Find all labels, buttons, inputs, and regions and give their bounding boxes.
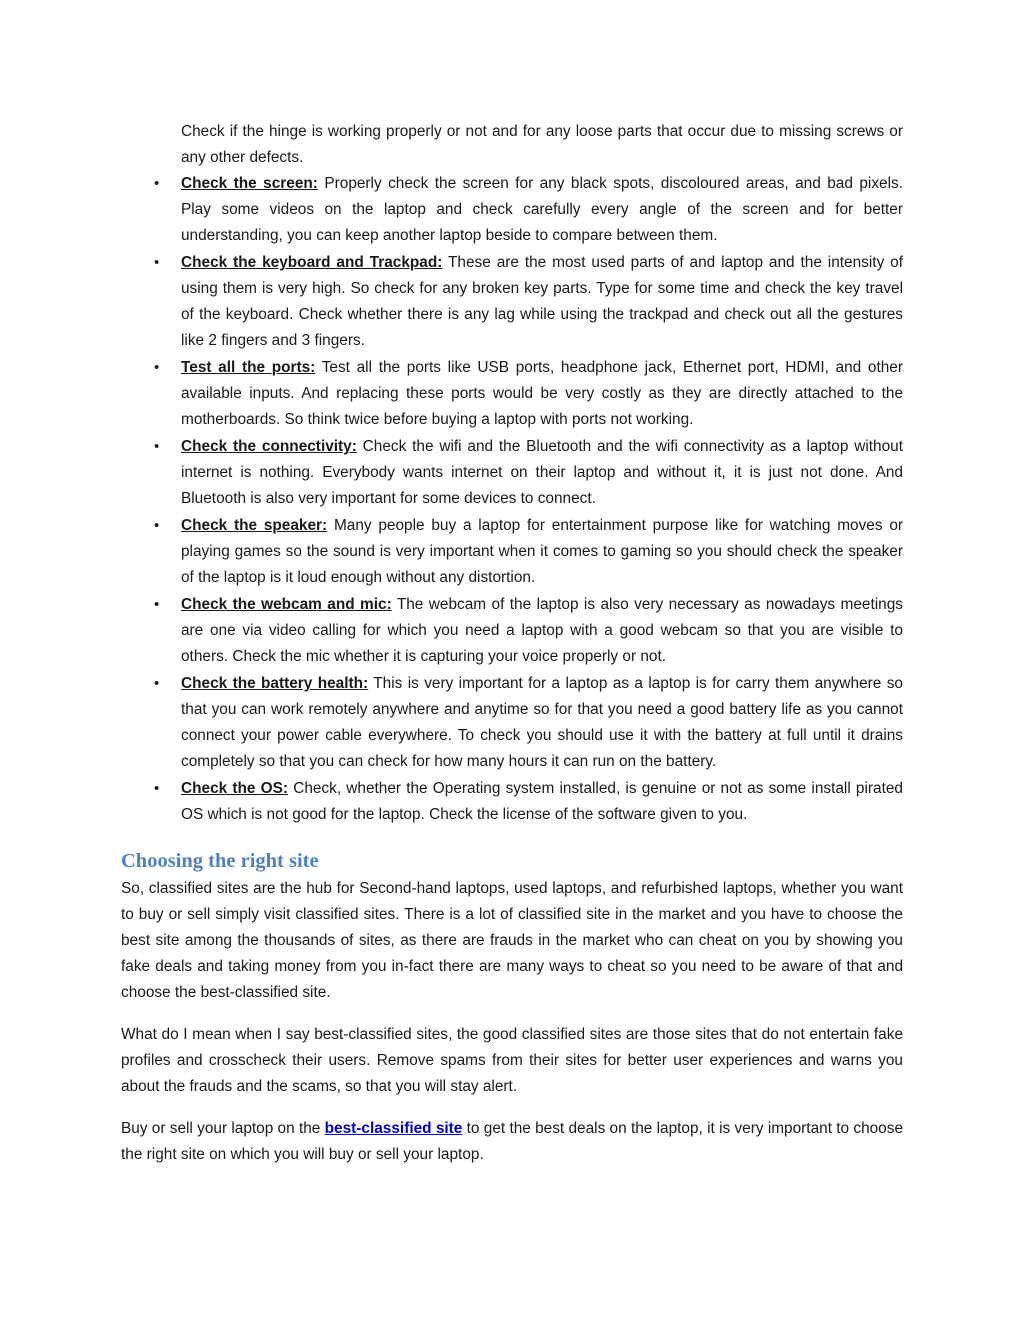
- bullet-icon: •: [154, 780, 160, 797]
- list-item: [121, 776, 903, 828]
- section-heading: Choosing the right site: [121, 850, 319, 872]
- list-item-text: The webcam of the laptop is also very necessary as nowadays meetings are one via video calling for which you need a laptop with a good webcam so that you are visible to others. Check the mic whether it is capturing your voice properly or not.: [181, 596, 903, 665]
- buy-sell-text-after: to get the best deals on the laptop, it is very important to choose the right site on which you will buy or sell your laptop.: [121, 1120, 903, 1163]
- list-item-text: These are the most used parts of and laptop and the intensity of using them is very high. So check for any broken key parts. Type for some time and check the key travel of the keyboard. Check whether there is any lag while using the trackpad and check out all the gestures like 2 fingers and 3 fingers.: [181, 254, 903, 349]
- hinge-check-continuation: Check if the hinge is working properly or not and for any loose parts that occur due to missing screws or any other defects.: [181, 123, 903, 166]
- bullet-icon: •: [154, 596, 160, 613]
- list-item-text: Test all the ports like USB ports, headphone jack, Ethernet port, HDMI, and other available inputs. And replacing these ports would be very costly as they are directly attached to the motherboards. So think twice before buying a laptop with ports not working.: [181, 359, 903, 428]
- bullet-icon: •: [154, 517, 160, 534]
- list-item-text: Check, whether the Operating system installed, is genuine or not as some install pirated OS which is not good for the laptop. Check the license of the software given to you.: [181, 780, 903, 823]
- list-item-term: Check the connectivity:: [181, 438, 357, 455]
- buy-sell-paragraph: [121, 1116, 903, 1168]
- buy-sell-text-before: Buy or sell your laptop on the: [121, 1120, 325, 1137]
- laptop-checklist: [121, 171, 903, 828]
- best-classified-paragraph: What do I mean when I say best-classified sites, the good classified sites are those sites that do not entertain fake profiles and crosscheck their users. Remove spams from their sites for better user experiences and warns you about the frauds and the scams, so that you will stay alert.: [121, 1026, 903, 1095]
- list-item-term: Test all the ports:: [181, 359, 316, 376]
- list-item: [121, 355, 903, 433]
- list-item: [121, 592, 903, 670]
- list-item: [121, 434, 903, 512]
- document-page: [121, 119, 903, 1184]
- list-item-text: This is very important for a laptop as a laptop is for carry them anywhere so that you can work remotely anywhere and anytime so for that you need a good battery life as you cannot connect your power cable everywhere. To check you should use it with the battery at full until it drains completely so that you can check for how many hours it can run on the battery.: [181, 675, 903, 770]
- list-item-term: Check the battery health:: [181, 675, 369, 692]
- list-item: [121, 250, 903, 354]
- bullet-icon: •: [154, 359, 160, 376]
- list-item-term: Check the keyboard and Trackpad:: [181, 254, 443, 271]
- bullet-icon: •: [154, 175, 160, 192]
- best-classified-site-link[interactable]: best-classified site: [324, 1120, 463, 1137]
- list-item-term: Check the screen:: [181, 175, 318, 192]
- list-item-term: Check the speaker:: [181, 517, 328, 534]
- list-item: [121, 171, 903, 249]
- list-item-term: Check the webcam and mic:: [181, 596, 392, 613]
- list-item: [121, 513, 903, 591]
- list-item-text: Properly check the screen for any black spots, discoloured areas, and bad pixels. Play some videos on the laptop and check carefully every angle of the screen and for better understanding, you can keep another laptop beside to compare between them.: [181, 175, 903, 244]
- list-item-term: Check the OS:: [181, 780, 289, 797]
- classified-sites-paragraph: So, classified sites are the hub for Second-hand laptops, used laptops, and refurbished laptops, whether you want to buy or sell simply visit classified sites. There is a lot of classified site in the market and you have to choose the best site among the thousands of sites, as there are frauds in the market who can cheat on you by showing you fake deals and taking money from you in-fact there are many ways to cheat so you need to be aware of that and choose the best-classified site.: [121, 880, 903, 1001]
- list-item-text: Check the wifi and the Bluetooth and the wifi connectivity as a laptop without internet is nothing. Everybody wants internet on their laptop and without it, it is just not done. And Bluetooth is also very important for some devices to connect.: [181, 438, 903, 507]
- bullet-icon: •: [154, 254, 160, 271]
- bullet-icon: •: [154, 675, 160, 692]
- bullet-icon: •: [154, 438, 160, 455]
- list-item-text: Many people buy a laptop for entertainment purpose like for watching moves or playing games so the sound is very important when it comes to gaming so you should check the speaker of the laptop is it loud enough without any distortion.: [181, 517, 904, 586]
- list-item: [121, 671, 903, 775]
